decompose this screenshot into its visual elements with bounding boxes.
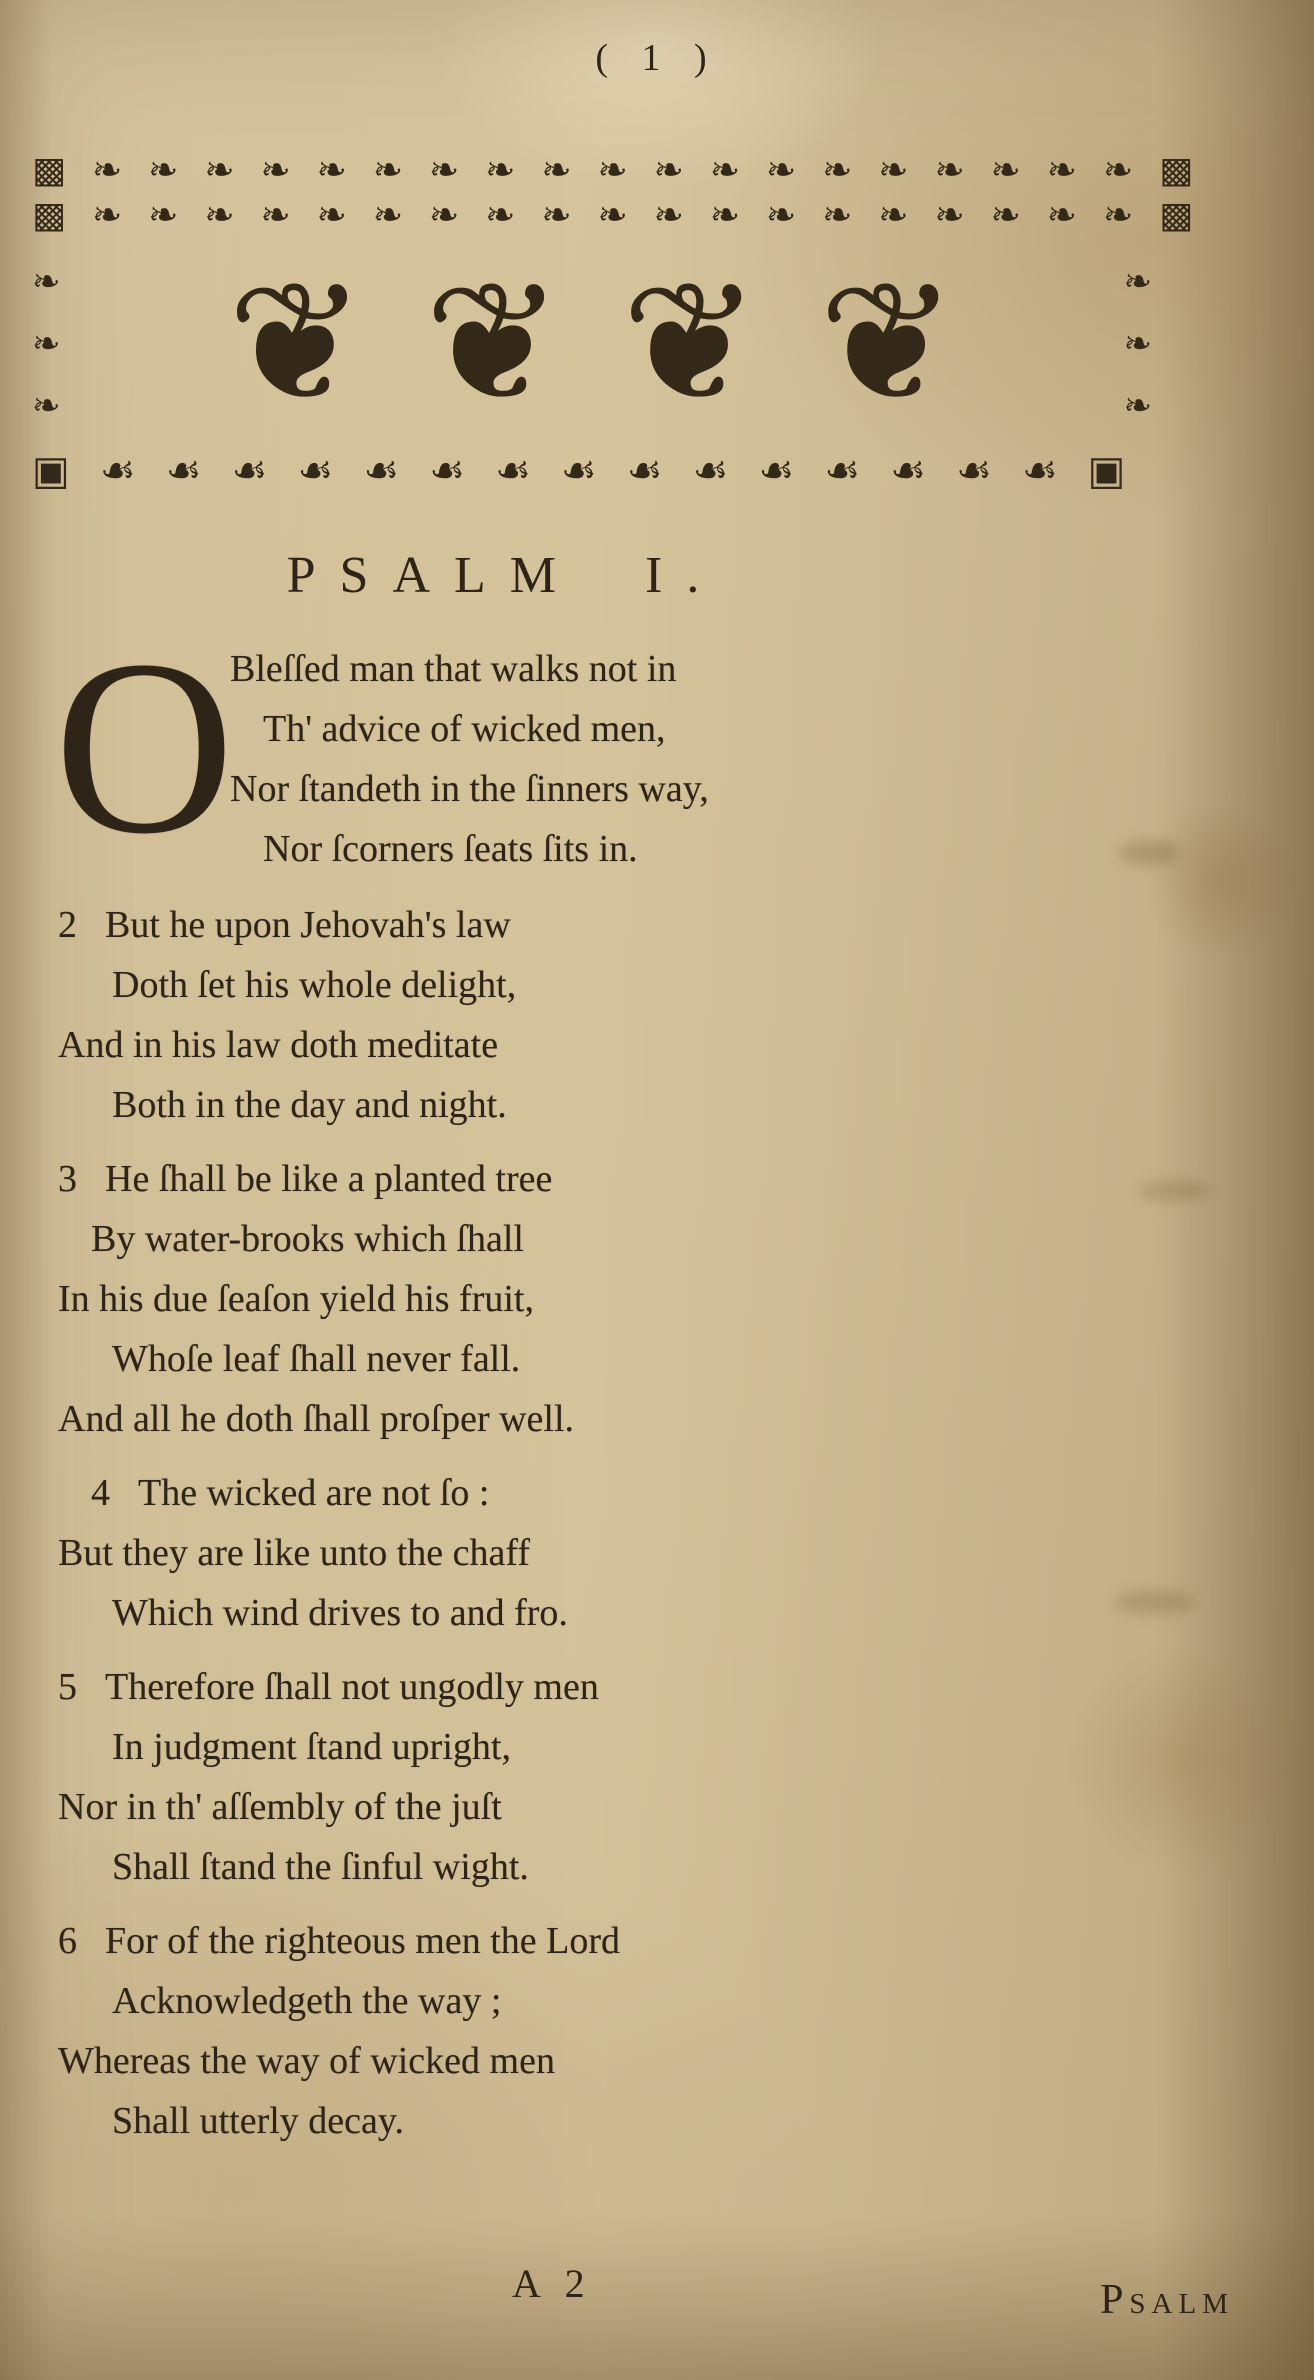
- psalm-line: Shall utterly decay.: [112, 2100, 404, 2142]
- headpiece-ornament: [32, 148, 1220, 494]
- ornament-motifs-icon: ❦❦❦❦: [226, 247, 1016, 440]
- psalm-line: In his due ſeaſon yield his fruit,: [58, 1278, 534, 1320]
- psalm-line: And all he doth ſhall proſper well.: [58, 1398, 575, 1440]
- psalm-line: And in his law doth meditate: [58, 1024, 499, 1066]
- psalm-line: 3 He ſhall be like a planted tree: [58, 1149, 1058, 1209]
- ornament-leaf-icon: ❧: [32, 386, 61, 426]
- psalm-line: In judgment ſtand upright,: [112, 1726, 511, 1768]
- psalm-line: Nor in th' aſſembly of the juſt: [58, 1786, 502, 1828]
- psalm-line: By water-brooks which ſhall: [91, 1218, 524, 1260]
- psalm-verse: [58, 1911, 1058, 2151]
- ornament-leaf-icon: ❧: [1123, 262, 1152, 302]
- psalm-text: [54, 609, 1058, 2151]
- psalm-line: Bleſſed man that walks not in: [230, 648, 677, 690]
- verses-container: [58, 895, 1058, 2151]
- ornament-row-top-icon: ▩❧❧❧❧❧❧❧❧❧❧❧❧❧❧❧❧❧❧❧▩: [32, 195, 1220, 236]
- ornament-side-left-icon: [32, 251, 61, 437]
- paper-stain: [1140, 1180, 1210, 1202]
- psalm-line: But they are like unto the chaff: [58, 1532, 531, 1574]
- first-verse-lines: [230, 639, 1058, 879]
- ornament-leaf-icon: ❧: [1123, 324, 1152, 364]
- psalm-line: Whereas the way of wicked men: [58, 2040, 555, 2082]
- ornament-leaf-icon: ❧: [32, 324, 61, 364]
- psalm-line: Nor ſcorners ſeats ſits in.: [263, 828, 638, 870]
- verse-number: 6: [58, 1920, 77, 1962]
- page-number: ( 1 ): [595, 37, 719, 79]
- verse-number: 4: [91, 1472, 110, 1514]
- paper-stain: [1115, 1590, 1195, 1614]
- psalm-heading: PSALM I.: [286, 547, 724, 604]
- verse-number: 2: [58, 904, 77, 946]
- psalm-line: Doth ſet his whole delight,: [112, 964, 517, 1006]
- ornament-side-right-icon: [1123, 251, 1152, 437]
- psalm-verse: [54, 609, 1058, 886]
- ornament-leaf-icon: ❧: [1123, 386, 1152, 426]
- ornament-row-top-icon: ▩❧❧❧❧❧❧❧❧❧❧❧❧❧❧❧❧❧❧❧▩: [32, 150, 1220, 191]
- psalm-line: Acknowledgeth the way ;: [112, 1980, 502, 2022]
- verse-number: 5: [58, 1666, 77, 1708]
- psalm-verse: [58, 1463, 1058, 1643]
- ornament-leaf-icon: ❧: [32, 262, 61, 302]
- psalm-verse: [58, 895, 1058, 1135]
- verse-number: 3: [58, 1158, 77, 1200]
- psalm-verse: [58, 1149, 1058, 1449]
- psalm-line: Th' advice of wicked men,: [263, 708, 666, 750]
- psalm-line: 2 But he upon Jehovah's law: [58, 895, 1058, 955]
- psalm-line: Nor ſtandeth in the ſinners way,: [230, 768, 709, 810]
- ornament-middle-band: [32, 248, 1152, 440]
- psalm-verse: [58, 1657, 1058, 1897]
- psalm-line: Which wind drives to and fro.: [112, 1592, 568, 1634]
- psalm-line: Shall ſtand the ſinful wight.: [112, 1846, 529, 1888]
- paper-stain: [1120, 840, 1180, 866]
- signature-mark: A 2: [512, 2261, 593, 2306]
- psalm-line: 6 For of the righteous men the Lord: [58, 1911, 1058, 1971]
- psalm-line: Whoſe leaf ſhall never fall.: [112, 1338, 521, 1380]
- psalm-line: 5 Therefore ſhall not ungodly men: [58, 1657, 1058, 1717]
- psalm-line: 4 The wicked are not ſo :: [58, 1463, 1058, 1523]
- catchword: Psalm: [1100, 2277, 1234, 2323]
- psalm-line: Both in the day and night.: [112, 1084, 507, 1126]
- drop-cap-O: O: [54, 609, 235, 886]
- ornament-row-bottom-icon: ▣☙☙☙☙☙☙☙☙☙☙☙☙☙☙☙▣: [32, 448, 1156, 494]
- page-footer: [0, 2260, 1314, 2334]
